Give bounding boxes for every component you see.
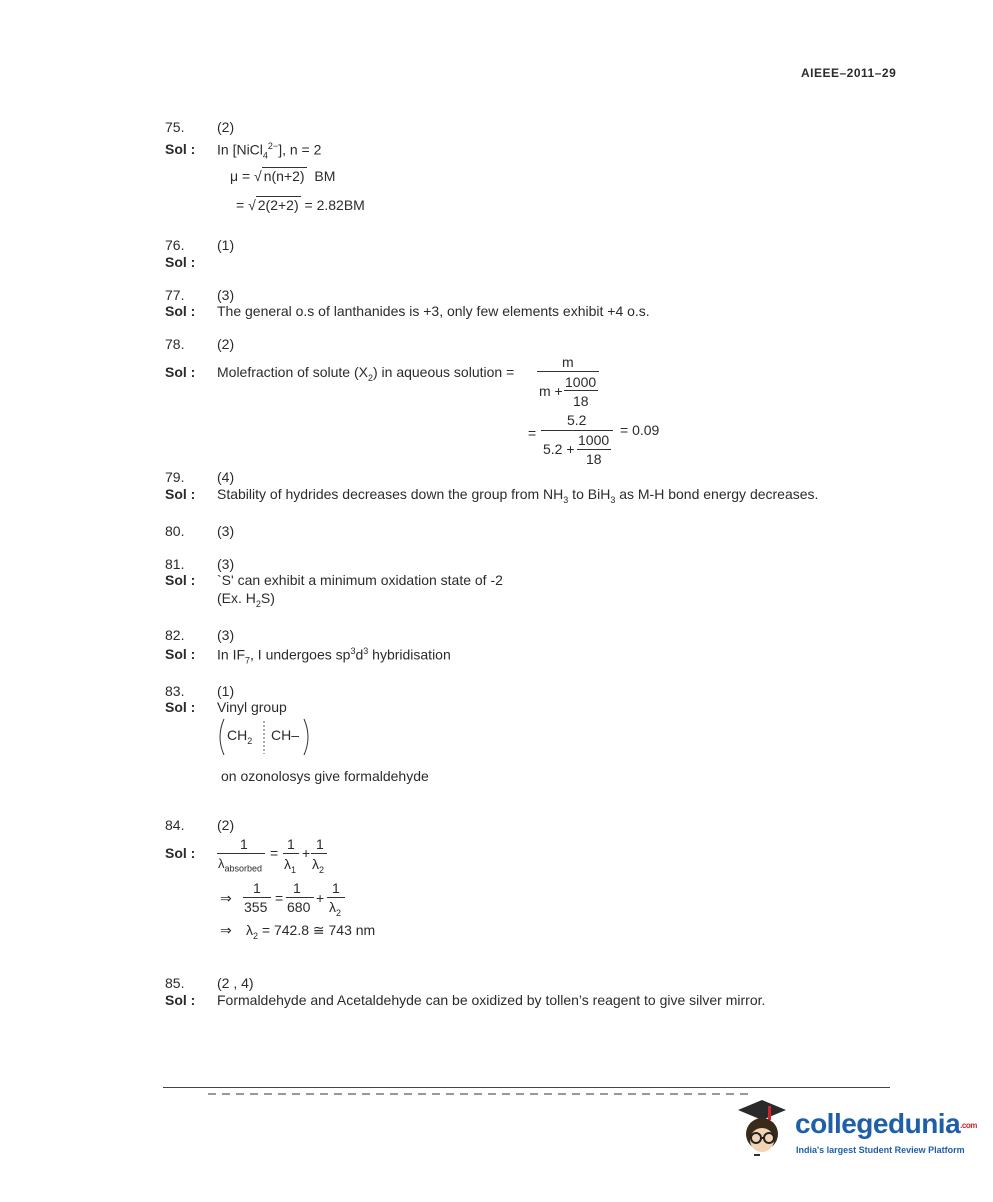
answer-option: (2) [217, 817, 235, 833]
q84-l2: $\lambda_2$ [312, 856, 325, 875]
q75-line1: In [NiCl$_4^{2-}$], n = 2 [217, 141, 322, 161]
fraction-bar [283, 853, 299, 854]
fraction-bar [311, 853, 327, 854]
fraction-bar [564, 390, 598, 391]
answer-option: (1) [217, 683, 235, 699]
q83-line1: Vinyl group [217, 699, 287, 715]
sol-label: Sol : [165, 845, 196, 861]
answer-option: (2) [217, 119, 235, 135]
question-number: 76. [165, 237, 185, 253]
sol-label: Sol : [165, 364, 196, 380]
answer-option: (3) [217, 556, 235, 572]
q84-final: $\lambda_2 = 742.8$ ≅ 743 nm [246, 922, 376, 941]
q84-plus: + [302, 845, 311, 861]
q78-f2-inner-den: 18 [586, 451, 602, 467]
q83-line3: on ozonolosys give formaldehyde [221, 768, 429, 784]
answer-option: (1) [217, 237, 235, 253]
q77-text: The general o.s of lanthanides is +3, only few elements exhibit +4 o.s. [217, 303, 650, 319]
sol-label: Sol : [165, 646, 196, 662]
question-number: 84. [165, 817, 185, 833]
question-number: 77. [165, 287, 185, 303]
sol-label: Sol : [165, 992, 196, 1008]
q84-one: 1 [316, 836, 324, 852]
q81-line1: `S' can exhibit a minimum oxidation state of -2 [217, 572, 503, 588]
q79-text: Stability of hydrides decreases down the group from $NH_3$ to BiH$_3$ as M-H bond energy decreases. [217, 486, 819, 505]
q84-plus: + [316, 890, 325, 906]
q85-text: Formaldehyde and Acetaldehyde can be oxidized by tollen’s reagent to give silver mirror. [217, 992, 766, 1008]
sol-label: Sol : [165, 303, 196, 319]
fraction-bar [217, 853, 265, 854]
question-number: 75. [165, 119, 185, 135]
fraction-bar [537, 371, 599, 372]
q84-l1: $\lambda_1$ [284, 856, 297, 875]
q84-one: 1 [293, 880, 301, 896]
q78-f1-den-pre: m + [539, 383, 563, 399]
q84-one: 1 [253, 880, 261, 896]
q83-ch2: $CH_2$ [227, 727, 253, 746]
brand-name: collegedunia.com [795, 1108, 977, 1139]
q81-line2: (Ex. $H_2S$) [217, 590, 275, 609]
fraction-bar [286, 897, 314, 898]
q75-line3: = √ 2(2+2) = 2.82BM [236, 197, 365, 213]
question-number: 80. [165, 523, 185, 539]
fraction-bar [541, 430, 613, 431]
sol-label: Sol : [165, 486, 196, 502]
answer-option: (2 , 4) [217, 975, 254, 991]
q84-l2: $\lambda_2$ [329, 899, 342, 918]
q84-d680: 680 [287, 899, 311, 915]
q84-one: 1 [332, 880, 340, 896]
sol-label: Sol : [165, 572, 196, 588]
question-number: 79. [165, 469, 185, 485]
q78-label: Molefraction of solute $(X_2)$ in aqueous solution = [217, 364, 515, 383]
answer-option: (3) [217, 523, 235, 539]
q82-text: In $IF_7$, I undergoes $sp^3d^3$ hybridisation [217, 646, 451, 666]
fraction-bar [327, 897, 345, 898]
q78-f2-num: 5.2 [567, 412, 587, 428]
sol-label: Sol : [165, 699, 196, 715]
q78-f1-num: m [562, 354, 574, 370]
sol-label: Sol : [165, 254, 196, 270]
q84-one: 1 [287, 836, 295, 852]
answer-option: (3) [217, 627, 235, 643]
answer-option: (4) [217, 469, 235, 485]
q83-ch: CH– [271, 727, 300, 743]
fraction-bar [243, 897, 271, 898]
brand-tagline: India's largest Student Review Platform [796, 1145, 965, 1155]
question-number: 83. [165, 683, 185, 699]
q75-line2: μ = √ n(n+2) BM [230, 168, 336, 184]
footer-address-strip [208, 1093, 748, 1095]
q84-lambda-abs: $\lambda_{absorbed}$ [218, 856, 263, 874]
q78-f1-inner-den: 18 [573, 393, 589, 409]
q84-d355: 355 [244, 899, 268, 915]
question-number: 78. [165, 336, 185, 352]
q78-f2-inner-num: 1000 [578, 432, 610, 448]
q84-eq: = [270, 845, 279, 861]
question-number: 85. [165, 975, 185, 991]
question-number: 82. [165, 627, 185, 643]
answer-option: (2) [217, 336, 235, 352]
answer-option: (3) [217, 287, 235, 303]
q84-eq: = [275, 890, 284, 906]
implies-icon: ⇒ [220, 890, 232, 906]
mascot-logo-icon [734, 1096, 790, 1162]
q78-result: = 0.09 [620, 422, 660, 438]
q84-one: 1 [240, 836, 248, 852]
page-header-code: AIEEE–2011–29 [801, 66, 897, 80]
fraction-bar [577, 449, 611, 450]
footer-divider [163, 1087, 890, 1088]
q78-f1-inner-num: 1000 [565, 374, 597, 390]
q78-f2-den-pre: 5.2 + [543, 441, 575, 457]
question-number: 81. [165, 556, 185, 572]
q78-eq: = [528, 425, 537, 441]
sol-label: Sol : [165, 141, 196, 157]
implies-icon: ⇒ [220, 922, 232, 938]
